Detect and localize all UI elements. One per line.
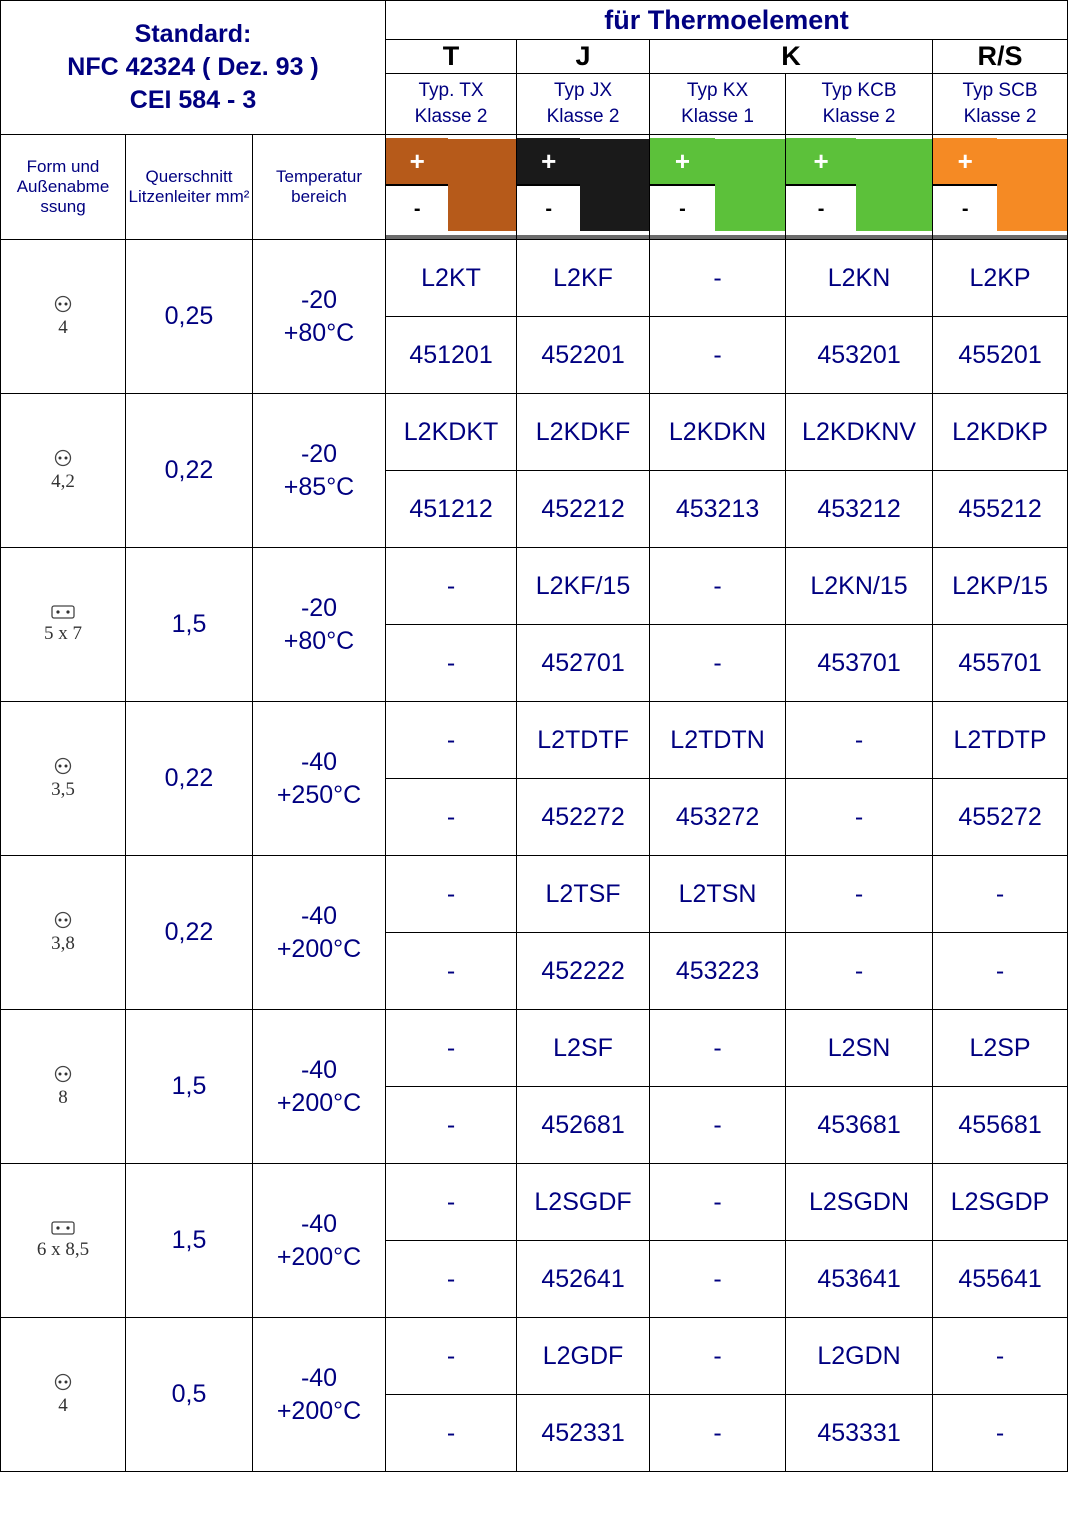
color-code-swatch: [517, 135, 650, 240]
article-number-cell: 453201: [786, 317, 933, 394]
cable-type-class: Klasse 1: [681, 106, 754, 127]
swatch-shadow: [517, 235, 649, 239]
cable-form-cell: [1, 1010, 126, 1164]
temperature-range-value: [253, 394, 386, 548]
cable-type-class: Klasse 2: [414, 106, 488, 127]
cable-form-cell: [1, 240, 126, 394]
cable-code-cell: -: [650, 1318, 786, 1395]
cable-code-cell: -: [386, 548, 517, 625]
article-number-cell: -: [650, 1395, 786, 1472]
table-row: [1, 394, 1068, 471]
negative-conductor-marker: -: [933, 184, 997, 232]
standard-line: NFC 42324 ( Dez. 93 ): [67, 53, 319, 81]
table-row: [1, 240, 1068, 317]
outer-dimension: 8: [58, 1086, 68, 1108]
temperature-max: +200°C: [276, 1088, 362, 1117]
article-number-cell: 455641: [933, 1241, 1068, 1318]
temperature-max: +200°C: [276, 1396, 362, 1425]
form-heading: Form und Außenabme ssung: [1, 135, 126, 240]
cable-type-heading: [517, 74, 650, 135]
cable-code-cell: L2TDTF: [517, 702, 650, 779]
article-number-cell: -: [933, 1395, 1068, 1472]
article-number-cell: -: [933, 933, 1068, 1010]
positive-conductor-marker: +: [933, 138, 997, 184]
cable-code-cell: L2SF: [517, 1010, 650, 1087]
cable-code-cell: L2SGDP: [933, 1164, 1068, 1241]
cable-code-cell: L2GDF: [517, 1318, 650, 1395]
cable-code-cell: -: [650, 1164, 786, 1241]
round-cable-icon: [54, 1065, 72, 1083]
temperature-min: -20: [300, 285, 338, 314]
cable-code-cell: L2KDKT: [386, 394, 517, 471]
cable-code-cell: L2SN: [786, 1010, 933, 1087]
tc-group-t: T: [386, 40, 517, 74]
sheath-color: [715, 139, 785, 231]
table-row: [1, 1318, 1068, 1395]
cable-code-cell: L2KN/15: [786, 548, 933, 625]
round-cable-icon: [54, 1373, 72, 1391]
sheath-color: [448, 139, 516, 231]
article-number-cell: -: [386, 1395, 517, 1472]
article-number-cell: 453641: [786, 1241, 933, 1318]
cable-code-cell: L2KP/15: [933, 548, 1068, 625]
standard-heading: [1, 1, 386, 135]
article-number-cell: -: [386, 779, 517, 856]
standard-line: CEI 584 - 3: [129, 86, 257, 114]
table-row: [1, 548, 1068, 625]
article-number-cell: 453213: [650, 471, 786, 548]
temperature-min: -40: [300, 1209, 338, 1238]
cable-type-class: Klasse 2: [963, 106, 1037, 127]
negative-conductor-marker: -: [650, 184, 715, 232]
article-number-cell: 451201: [386, 317, 517, 394]
negative-conductor-marker: -: [517, 184, 580, 232]
round-cable-icon: [54, 757, 72, 775]
cable-code-cell: L2KDKF: [517, 394, 650, 471]
cable-type-heading: [386, 74, 517, 135]
article-number-cell: 453331: [786, 1395, 933, 1472]
cable-code-cell: -: [650, 240, 786, 317]
sheath-color: [997, 139, 1067, 231]
cable-code-cell: L2KDKN: [650, 394, 786, 471]
cable-code-cell: L2TSN: [650, 856, 786, 933]
article-number-cell: 452681: [517, 1087, 650, 1164]
thermocouple-heading: für Thermoelement: [386, 1, 1068, 40]
cross-section-value: 0,22: [126, 702, 253, 856]
temperature-range-value: [253, 548, 386, 702]
temperature-range-value: [253, 1318, 386, 1472]
article-number-cell: -: [650, 317, 786, 394]
cable-type-name: Typ KX: [686, 80, 749, 101]
outer-dimension: 5 x 7: [44, 622, 82, 644]
article-number-cell: 452212: [517, 471, 650, 548]
article-number-cell: 451212: [386, 471, 517, 548]
article-number-cell: 453272: [650, 779, 786, 856]
cable-form-cell: [1, 702, 126, 856]
cable-code-cell: -: [386, 702, 517, 779]
cross-section-value: 0,22: [126, 394, 253, 548]
swatch-shadow: [933, 235, 1067, 239]
cable-code-cell: -: [386, 1164, 517, 1241]
article-number-cell: 455212: [933, 471, 1068, 548]
temperature-max: +200°C: [276, 1242, 362, 1271]
cable-code-cell: L2TSF: [517, 856, 650, 933]
cable-code-cell: -: [933, 856, 1068, 933]
article-number-cell: 455272: [933, 779, 1068, 856]
cable-code-cell: L2KN: [786, 240, 933, 317]
cable-code-cell: L2KP: [933, 240, 1068, 317]
cable-code-cell: -: [786, 702, 933, 779]
cross-section-value: 1,5: [126, 1164, 253, 1318]
cable-code-cell: L2KDKNV: [786, 394, 933, 471]
cross-section-value: 1,5: [126, 548, 253, 702]
color-code-swatch: [386, 135, 517, 240]
temperature-min: -40: [300, 747, 338, 776]
article-number-cell: 453701: [786, 625, 933, 702]
cable-code-cell: L2TDTN: [650, 702, 786, 779]
temperature-max: +80°C: [283, 626, 355, 655]
cable-code-cell: L2SP: [933, 1010, 1068, 1087]
outer-dimension: 4: [58, 1394, 68, 1416]
temperature-min: -20: [300, 593, 338, 622]
article-number-cell: -: [386, 1241, 517, 1318]
temperature-max: +80°C: [283, 318, 355, 347]
cable-code-cell: L2SGDN: [786, 1164, 933, 1241]
article-number-cell: -: [786, 933, 933, 1010]
round-cable-icon: [54, 911, 72, 929]
negative-conductor-marker: -: [386, 184, 448, 232]
temperature-min: -20: [300, 439, 338, 468]
cable-code-cell: -: [933, 1318, 1068, 1395]
outer-dimension: 4,2: [51, 470, 75, 492]
article-number-cell: 452331: [517, 1395, 650, 1472]
color-code-swatch: [933, 135, 1068, 240]
cross-section-value: 0,25: [126, 240, 253, 394]
article-number-cell: 455701: [933, 625, 1068, 702]
cable-code-cell: -: [650, 1010, 786, 1087]
temperature-range-value: [253, 856, 386, 1010]
article-number-cell: 452222: [517, 933, 650, 1010]
article-number-cell: -: [386, 1087, 517, 1164]
cable-form-cell: [1, 394, 126, 548]
temperature-min: -40: [300, 1055, 338, 1084]
negative-conductor-marker: -: [786, 184, 856, 232]
cable-code-cell: L2KDKP: [933, 394, 1068, 471]
temperature-range-value: [253, 240, 386, 394]
cable-type-name: Typ. TX: [418, 80, 484, 101]
cable-type-class: Klasse 2: [822, 106, 896, 127]
temperature-range-value: [253, 1010, 386, 1164]
article-number-cell: 452201: [517, 317, 650, 394]
cable-code-cell: L2KT: [386, 240, 517, 317]
cable-type-name: Typ SCB: [962, 80, 1038, 101]
round-cable-icon: [54, 295, 72, 313]
standard-line: Standard:: [134, 20, 252, 48]
cable-form-cell: [1, 1164, 126, 1318]
temperature-range-heading: Temperatur bereich: [253, 135, 386, 240]
positive-conductor-marker: +: [517, 138, 580, 184]
cable-code-cell: -: [386, 856, 517, 933]
cable-type-class: Klasse 2: [546, 106, 620, 127]
article-number-cell: 455201: [933, 317, 1068, 394]
outer-dimension: 3,8: [51, 932, 75, 954]
cross-section-value: 1,5: [126, 1010, 253, 1164]
cable-form-cell: [1, 548, 126, 702]
cable-form-cell: [1, 856, 126, 1010]
swatch-shadow: [650, 235, 785, 239]
article-number-cell: 453681: [786, 1087, 933, 1164]
article-number-cell: 452641: [517, 1241, 650, 1318]
temperature-max: +200°C: [276, 934, 362, 963]
article-number-cell: 455681: [933, 1087, 1068, 1164]
cross-section-value: 0,5: [126, 1318, 253, 1472]
cable-code-cell: L2TDTP: [933, 702, 1068, 779]
article-number-cell: -: [386, 625, 517, 702]
outer-dimension: 3,5: [51, 778, 75, 800]
cable-type-name: Typ JX: [553, 80, 613, 101]
sheath-color: [856, 139, 932, 231]
article-number-cell: 452272: [517, 779, 650, 856]
temperature-range-value: [253, 702, 386, 856]
cable-type-heading: [650, 74, 786, 135]
article-number-cell: 453212: [786, 471, 933, 548]
cable-type-heading: [786, 74, 933, 135]
table-row: [1, 856, 1068, 933]
article-number-cell: -: [386, 933, 517, 1010]
temperature-range-value: [253, 1164, 386, 1318]
article-number-cell: 452701: [517, 625, 650, 702]
cable-type-heading: [933, 74, 1068, 135]
table-row: [1, 702, 1068, 779]
table-row: [1, 1164, 1068, 1241]
swatch-shadow: [786, 235, 932, 239]
cross-section-value: 0,22: [126, 856, 253, 1010]
cable-code-cell: -: [786, 856, 933, 933]
article-number-cell: -: [650, 625, 786, 702]
cross-section-heading: Querschnitt Litzenleiter mm²: [126, 135, 253, 240]
temperature-min: -40: [300, 1363, 338, 1392]
positive-conductor-marker: +: [650, 138, 715, 184]
flat-cable-icon: [51, 1221, 75, 1235]
cable-code-cell: L2SGDF: [517, 1164, 650, 1241]
flat-cable-icon: [51, 605, 75, 619]
swatch-shadow: [386, 235, 516, 239]
cable-form-cell: [1, 1318, 126, 1472]
cable-code-cell: L2KF: [517, 240, 650, 317]
sheath-color: [580, 139, 649, 231]
color-code-swatch: [650, 135, 786, 240]
positive-conductor-marker: +: [386, 138, 448, 184]
article-number-cell: -: [786, 779, 933, 856]
temperature-min: -40: [300, 901, 338, 930]
cable-code-cell: -: [386, 1318, 517, 1395]
outer-dimension: 6 x 8,5: [36, 1238, 90, 1260]
positive-conductor-marker: +: [786, 138, 856, 184]
color-code-swatch: [786, 135, 933, 240]
article-number-cell: 453223: [650, 933, 786, 1010]
cable-code-cell: L2KF/15: [517, 548, 650, 625]
cable-code-cell: -: [386, 1010, 517, 1087]
tc-group-j: J: [517, 40, 650, 74]
outer-dimension: 4: [58, 316, 68, 338]
round-cable-icon: [54, 449, 72, 467]
article-number-cell: -: [650, 1087, 786, 1164]
tc-group-k: K: [650, 40, 933, 74]
tc-group-rs: R/S: [933, 40, 1068, 74]
cable-code-cell: -: [650, 548, 786, 625]
temperature-max: +85°C: [283, 472, 355, 501]
article-number-cell: -: [650, 1241, 786, 1318]
cable-code-cell: L2GDN: [786, 1318, 933, 1395]
table-row: [1, 1010, 1068, 1087]
temperature-max: +250°C: [276, 780, 362, 809]
cable-type-name: Typ KCB: [821, 80, 897, 101]
